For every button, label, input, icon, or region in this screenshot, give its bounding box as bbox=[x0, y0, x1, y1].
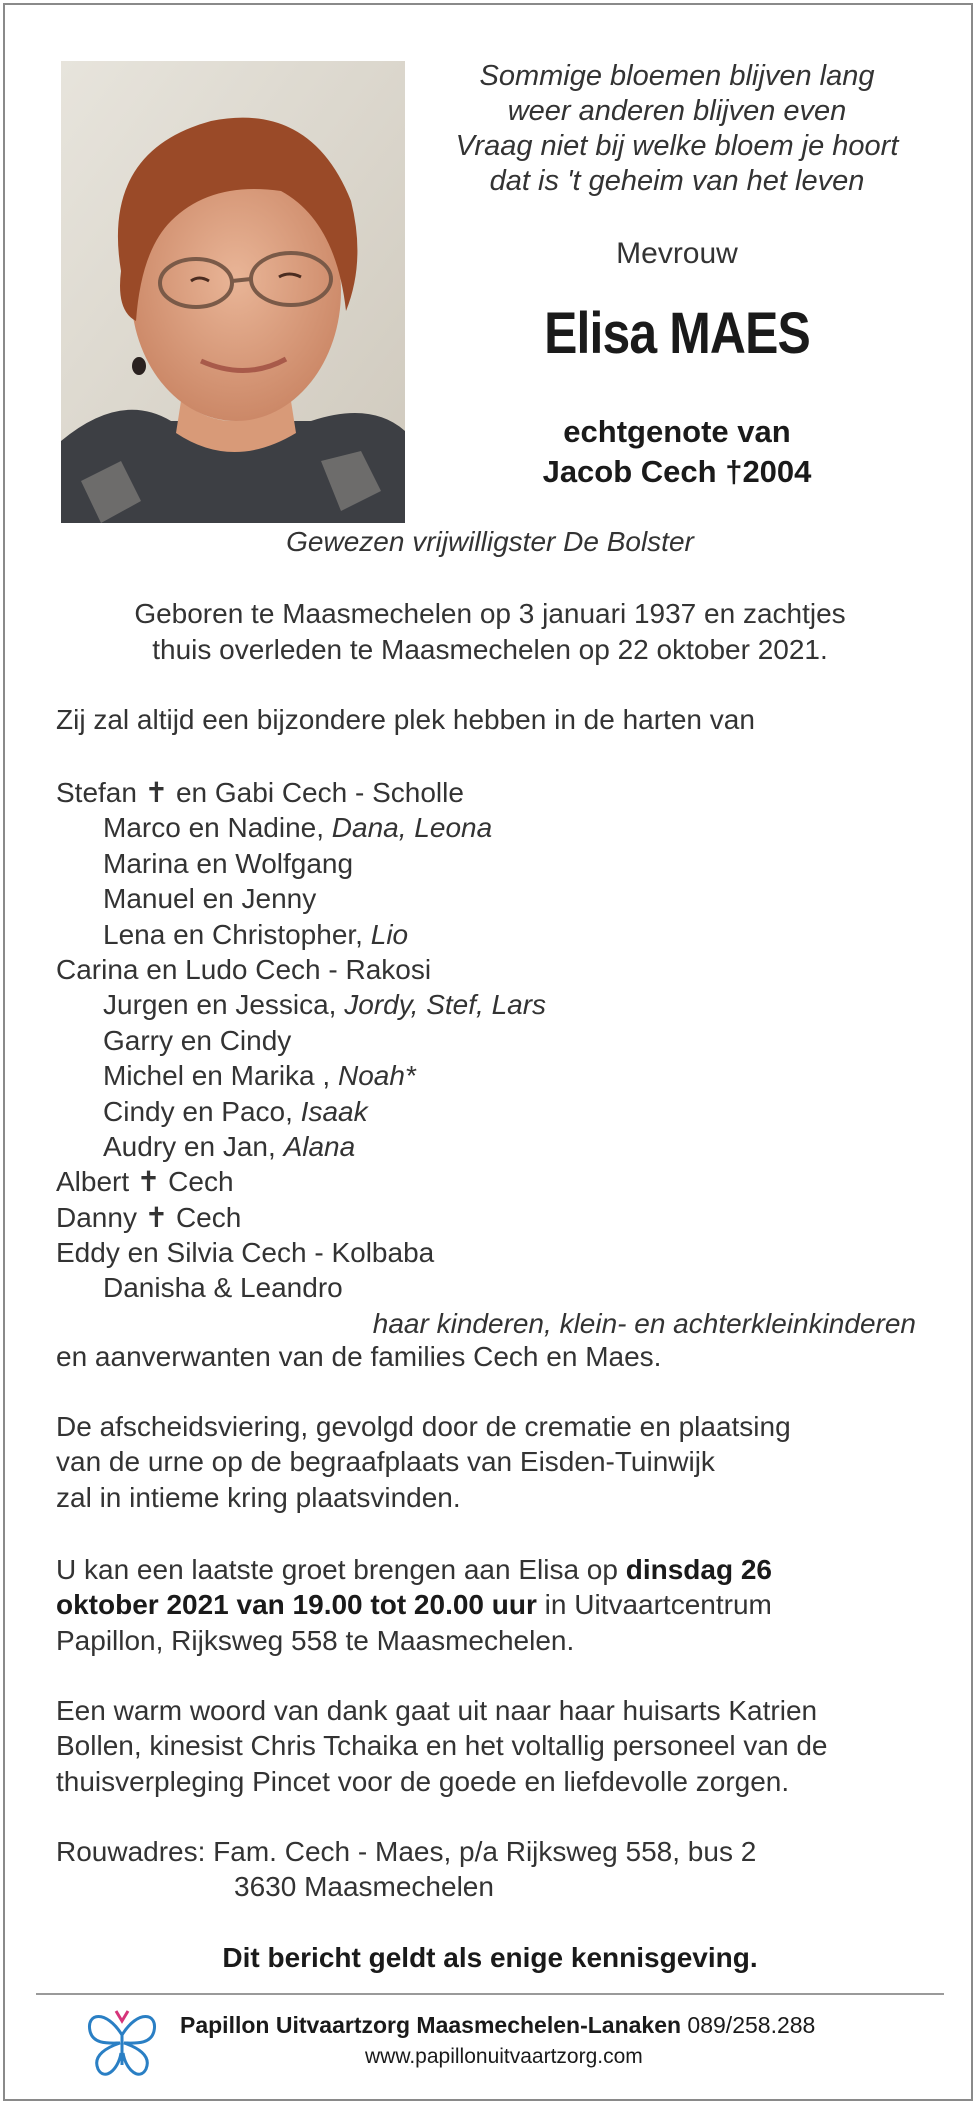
family-children-names: Jordy, Stef, Lars bbox=[344, 989, 547, 1021]
thanks-line: Een warm woord van dank gaat uit naar haar huisarts Katrien bbox=[56, 1695, 818, 1726]
ceremony-info bbox=[56, 1409, 791, 1515]
deceased-name: Elisa MAES bbox=[544, 301, 810, 366]
portrait-photo bbox=[61, 61, 405, 523]
family-member-row bbox=[56, 1058, 916, 1093]
family-member-row bbox=[56, 1094, 916, 1129]
family-member-names: Stefan ✝ en Gabi Cech - Scholle bbox=[56, 777, 464, 808]
family-member-row bbox=[56, 917, 916, 952]
family-member-names: Garry en Cindy bbox=[103, 1024, 292, 1056]
family-list bbox=[56, 775, 916, 1341]
ceremony-line: zal in intieme kring plaatsvinden. bbox=[56, 1481, 461, 1513]
family-member-row bbox=[56, 775, 916, 810]
ceremony-line: De afscheidsviering, gevolgd door de crematie en plaatsing bbox=[56, 1411, 791, 1442]
family-member-names: Eddy en Silvia Cech - Kolbaba bbox=[56, 1237, 435, 1269]
birth-line: Geboren te Maasmechelen op 3 januari 1937 en zachtjes bbox=[134, 598, 846, 629]
family-children-names: Noah* bbox=[337, 1060, 416, 1092]
family-member-row bbox=[56, 1200, 916, 1235]
family-member-row bbox=[56, 846, 916, 881]
family-member-names: Albert ✝ Cech bbox=[56, 1166, 234, 1198]
ceremony-line: van de urne op de begraafplaats van Eisden-Tuinwijk bbox=[56, 1446, 715, 1478]
mourning-address bbox=[56, 1834, 756, 1905]
visit-date: dinsdag 26 bbox=[625, 1554, 772, 1585]
family-member-row bbox=[56, 1164, 916, 1199]
salutation: Mevrouw bbox=[616, 237, 738, 270]
poem-line: dat is 't geheim van het leven bbox=[489, 165, 865, 197]
spouse-info bbox=[417, 412, 937, 492]
family-member-names: Audry en Jan, bbox=[103, 1130, 284, 1162]
family-member-names: Danny ✝ Cech bbox=[56, 1201, 242, 1233]
family-member-names: Manuel en Jenny bbox=[103, 883, 317, 915]
thanks-line: thuisverpleging Pincet voor de goede en liefdevolle zorgen. bbox=[56, 1765, 790, 1797]
thanks-line: Bollen, kinesist Chris Tchaika en het voltallig personeel van de bbox=[56, 1730, 828, 1762]
visit-text: in Uitvaartcentrum bbox=[536, 1589, 772, 1621]
family-children-names: Dana, Leona bbox=[331, 812, 493, 844]
footer-company-line bbox=[180, 2012, 815, 2039]
poem-line: Vraag niet bij welke bloem je hoort bbox=[455, 130, 899, 162]
family-intro: Zij zal altijd een bijzondere plek hebben in de harten van bbox=[56, 704, 755, 735]
spouse-line: Jacob Cech †2004 bbox=[542, 454, 812, 489]
relatives-line: en aanverwanten van de families Cech en Maes. bbox=[56, 1341, 662, 1372]
family-children-names: Isaak bbox=[300, 1095, 368, 1127]
family-member-names: Michel en Marika , bbox=[103, 1060, 338, 1092]
poem bbox=[417, 59, 937, 199]
spouse-line: echtgenote van bbox=[563, 414, 791, 449]
thanks-note bbox=[56, 1693, 827, 1799]
family-member-names: Jurgen en Jessica, bbox=[103, 989, 345, 1021]
family-member-names: Danisha & Leandro bbox=[103, 1272, 343, 1304]
birth-death-info bbox=[0, 596, 980, 668]
family-member-names: Lena en Christopher, bbox=[103, 918, 371, 950]
family-member-names: Marina en Wolfgang bbox=[103, 847, 354, 879]
family-member-row bbox=[56, 1270, 916, 1305]
family-member-row bbox=[56, 952, 916, 987]
address-line: 3630 Maasmechelen bbox=[234, 1871, 494, 1903]
volunteer-note: Gewezen vrijwilligster De Bolster bbox=[286, 526, 694, 557]
company-phone: 089/258.288 bbox=[681, 2012, 816, 2038]
visit-location: Papillon, Rijksweg 558 te Maasmechelen. bbox=[56, 1624, 575, 1656]
visit-text: U kan een laatste groet brengen aan Elisa op bbox=[56, 1554, 626, 1585]
family-member-row bbox=[56, 1235, 916, 1270]
divider bbox=[36, 1993, 944, 1995]
address-line: Rouwadres: Fam. Cech - Maes, p/a Rijksweg 558, bus 2 bbox=[56, 1836, 757, 1867]
family-children-names: Lio bbox=[370, 918, 409, 950]
poem-line: Sommige bloemen blijven lang bbox=[479, 60, 875, 92]
company-name: Papillon Uitvaartzorg Maasmechelen-Lanaken bbox=[180, 2012, 682, 2038]
family-children-names: Alana bbox=[283, 1130, 356, 1162]
visitation-info bbox=[56, 1552, 772, 1658]
family-member-row bbox=[56, 1129, 916, 1164]
butterfly-logo-icon bbox=[86, 2005, 158, 2081]
family-member-names: Carina en Ludo Cech - Rakosi bbox=[56, 953, 432, 985]
family-caption: haar kinderen, klein- en achterkleinkinderen bbox=[372, 1307, 916, 1339]
family-member-row bbox=[56, 987, 916, 1022]
poem-line: weer anderen blijven even bbox=[507, 95, 847, 127]
family-member-row bbox=[56, 810, 916, 845]
notice-line: Dit bericht geldt als enige kennisgeving. bbox=[222, 1942, 758, 1973]
birth-line: thuis overleden te Maasmechelen op 22 oktober 2021. bbox=[152, 634, 828, 665]
visit-time: oktober 2021 van 19.00 tot 20.00 uur bbox=[56, 1589, 537, 1621]
family-member-names: Marco en Nadine, bbox=[103, 812, 332, 844]
family-member-row bbox=[56, 881, 916, 916]
company-website[interactable]: www.papillonuitvaartzorg.com bbox=[365, 2045, 643, 2068]
family-member-names: Cindy en Paco, bbox=[103, 1095, 301, 1127]
family-member-row bbox=[56, 1023, 916, 1058]
